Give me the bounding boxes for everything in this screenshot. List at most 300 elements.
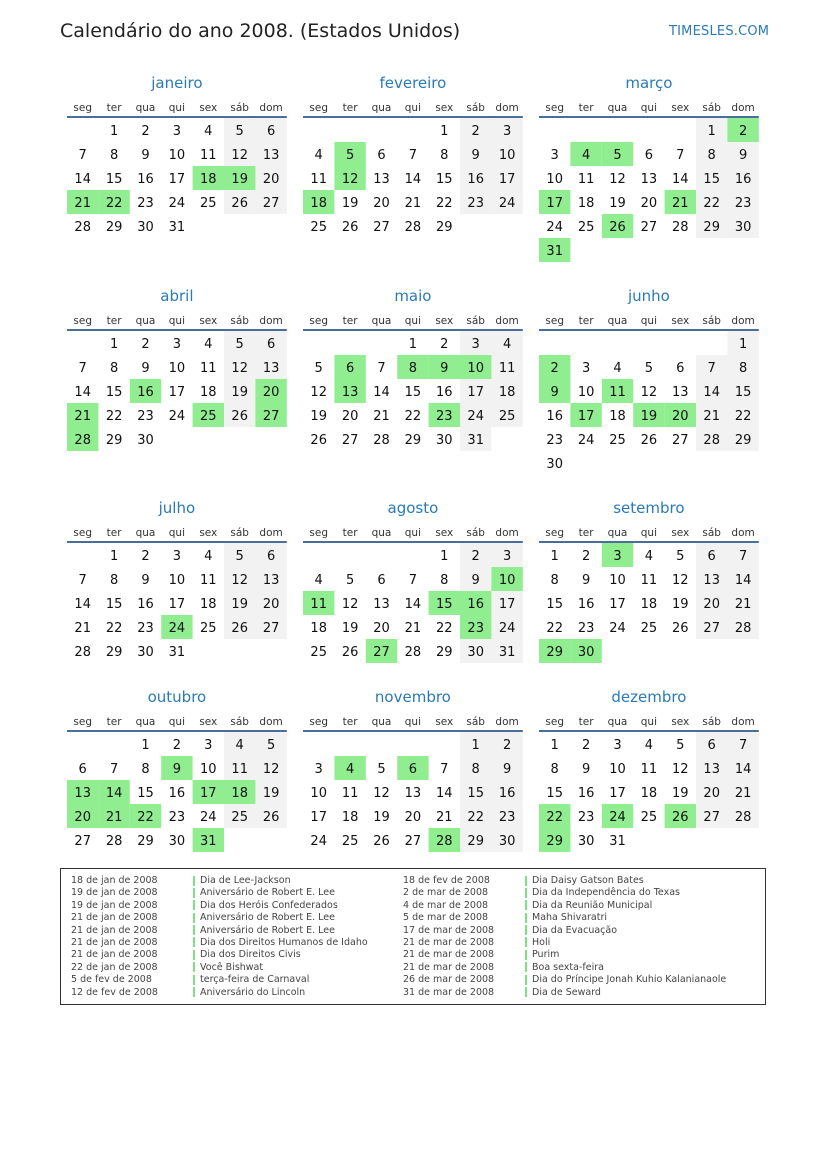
day-number: 19 — [231, 385, 248, 400]
day-number: 19 — [672, 597, 689, 612]
day-number: 2 — [141, 124, 150, 139]
holiday-day-number: 9 — [440, 361, 449, 376]
legend-row — [71, 937, 368, 949]
header-rule — [539, 116, 759, 118]
day-number: 24 — [609, 621, 626, 636]
day-number: 6 — [266, 337, 276, 352]
day-number: 29 — [436, 220, 453, 235]
month-agosto — [303, 499, 523, 663]
day-number: 20 — [341, 409, 359, 424]
weekday-label: sex — [199, 102, 218, 114]
weekday-label: qui — [640, 315, 658, 327]
day-number: 14 — [436, 786, 453, 801]
day-number: 13 — [703, 573, 720, 588]
weekday-label: qui — [404, 102, 422, 114]
day-number: 3 — [204, 738, 213, 753]
day-number: 31 — [168, 645, 186, 660]
day-number: 17 — [498, 172, 516, 187]
day-number: 23 — [546, 433, 563, 448]
day-number: 27 — [373, 220, 390, 235]
legend-color-marker — [193, 900, 195, 910]
weekday-label: sáb — [230, 716, 249, 728]
legend-date: 21 de jan de 2008 — [71, 949, 158, 961]
holiday-day-number: 27 — [262, 409, 280, 424]
month-setembro — [539, 499, 759, 663]
day-number: 29 — [404, 433, 422, 448]
weekday-label: qua — [371, 716, 392, 728]
holiday-day-number: 23 — [467, 621, 484, 636]
day-number: 24 — [467, 409, 484, 424]
day-number: 18 — [200, 597, 217, 612]
day-number: 23 — [467, 196, 484, 211]
legend-row — [403, 887, 726, 899]
month-julho — [67, 499, 287, 660]
holiday-day-number: 12 — [341, 172, 359, 187]
weekday-label: seg — [545, 716, 565, 728]
day-number: 13 — [262, 148, 280, 163]
day-number: 15 — [105, 172, 123, 187]
day-number: 24 — [200, 810, 217, 825]
day-number: 30 — [436, 433, 453, 448]
day-number: 13 — [640, 172, 658, 187]
day-number: 3 — [550, 148, 559, 163]
day-number: 3 — [502, 549, 512, 564]
day-number: 6 — [707, 549, 716, 564]
weekday-label: ter — [342, 527, 358, 539]
day-number: 29 — [105, 220, 123, 235]
day-number: 12 — [231, 148, 248, 163]
weekday-label: seg — [309, 527, 329, 539]
day-number: 25 — [609, 433, 626, 448]
day-number: 25 — [200, 621, 217, 636]
weekday-label: sáb — [702, 102, 721, 114]
weekday-label: qui — [404, 716, 422, 728]
day-number: 4 — [235, 738, 244, 753]
day-number: 11 — [231, 762, 248, 777]
day-number: 8 — [707, 148, 716, 163]
day-number: 12 — [640, 385, 658, 400]
day-number: 28 — [703, 433, 720, 448]
weekday-label: qui — [404, 527, 422, 539]
weekday-label: seg — [73, 315, 93, 327]
legend-color-marker — [525, 975, 527, 985]
day-number: 20 — [703, 786, 720, 801]
day-number: 2 — [440, 337, 449, 352]
day-number: 9 — [502, 762, 512, 777]
legend-color-marker — [525, 962, 527, 972]
day-number: 29 — [703, 220, 720, 235]
legend-holiday-name: Dia dos Heróis Confederados — [200, 899, 338, 911]
holiday-day-number: 24 — [609, 810, 626, 825]
day-number: 9 — [581, 573, 591, 588]
holiday-day-number: 10 — [467, 361, 484, 376]
month-title: fevereiro — [379, 74, 447, 92]
weekday-label: ter — [106, 315, 122, 327]
day-number: 19 — [341, 196, 359, 211]
day-number: 26 — [231, 196, 248, 211]
day-number: 1 — [707, 124, 716, 139]
weekday-label: qui — [404, 315, 422, 327]
day-number: 30 — [137, 645, 154, 660]
day-number: 15 — [436, 172, 453, 187]
holiday-day-number: 30 — [577, 645, 595, 660]
legend-date: 31 de mar de 2008 — [403, 986, 495, 998]
day-number: 8 — [109, 148, 119, 163]
legend-holiday-name: Dia de Seward — [532, 986, 601, 998]
legend-row — [403, 925, 726, 937]
holiday-day-number: 11 — [310, 597, 327, 612]
legend-row — [403, 974, 726, 986]
day-number: 26 — [672, 621, 689, 636]
day-number: 30 — [168, 834, 186, 849]
legend-holiday-name: Dia da Independência do Texas — [532, 887, 680, 899]
header-rule — [303, 730, 523, 732]
month-title: novembro — [374, 688, 451, 706]
holiday-day-number: 21 — [74, 409, 91, 424]
day-number: 2 — [502, 738, 512, 753]
month-novembro — [303, 688, 523, 852]
legend-row — [71, 925, 368, 937]
day-number: 16 — [137, 597, 154, 612]
day-number: 7 — [440, 762, 449, 777]
day-number: 5 — [676, 549, 685, 564]
holiday-day-number: 26 — [609, 220, 626, 235]
legend-holiday-name: Holi — [532, 936, 551, 948]
legend-row — [71, 900, 368, 912]
day-number: 17 — [609, 786, 626, 801]
day-number: 24 — [168, 196, 186, 211]
day-number: 1 — [550, 549, 559, 564]
day-number: 25 — [310, 645, 327, 660]
day-number: 8 — [109, 573, 119, 588]
holiday-day-number: 5 — [613, 148, 622, 163]
day-number: 4 — [644, 738, 654, 753]
month-title: janeiro — [151, 74, 203, 92]
legend-holiday-name: Dia da Evacuação — [532, 924, 618, 936]
month-title: julho — [158, 499, 196, 517]
legend-row — [403, 962, 726, 974]
legend-holiday-name: Você Bishwat — [200, 961, 264, 973]
month-title: março — [625, 74, 673, 92]
day-number: 27 — [341, 433, 359, 448]
weekday-label: dom — [731, 315, 755, 327]
weekday-label: sex — [435, 527, 454, 539]
holiday-day-number: 18 — [310, 196, 327, 211]
legend-row — [71, 974, 368, 986]
legend-date: 22 de jan de 2008 — [71, 961, 158, 973]
day-number: 5 — [235, 337, 244, 352]
weekday-label: sáb — [466, 716, 485, 728]
day-number: 1 — [440, 549, 449, 564]
day-number: 24 — [498, 621, 516, 636]
day-number: 28 — [74, 220, 91, 235]
legend-holiday-name: terça-feira de Carnaval — [200, 974, 310, 986]
day-number: 15 — [703, 172, 720, 187]
legend-color-marker — [193, 975, 195, 985]
legend-color-marker — [525, 925, 527, 935]
legend-row — [71, 949, 368, 961]
header-rule — [67, 541, 287, 543]
day-number: 16 — [734, 172, 752, 187]
day-number: 8 — [109, 361, 119, 376]
holiday-day-number: 23 — [436, 409, 453, 424]
day-number: 4 — [502, 337, 512, 352]
legend-color-marker — [193, 888, 195, 898]
day-number: 22 — [546, 621, 563, 636]
day-number: 24 — [577, 433, 595, 448]
holiday-day-number: 17 — [200, 786, 217, 801]
day-number: 27 — [74, 834, 91, 849]
day-number: 13 — [404, 786, 422, 801]
day-number: 25 — [231, 810, 248, 825]
day-number: 6 — [707, 738, 716, 753]
day-number: 11 — [310, 172, 327, 187]
weekday-label: sáb — [230, 102, 249, 114]
day-number: 25 — [640, 621, 658, 636]
weekday-label: ter — [578, 527, 594, 539]
legend-holiday-name: Aniversário de Robert E. Lee — [200, 924, 335, 936]
day-number: 9 — [141, 361, 150, 376]
weekday-label: dom — [731, 716, 755, 728]
page-title: Calendário do ano 2008. (Estados Unidos) — [60, 20, 461, 42]
weekday-label: dom — [259, 527, 283, 539]
weekday-label: sáb — [702, 315, 721, 327]
weekday-label: qui — [168, 527, 186, 539]
day-number: 20 — [404, 810, 422, 825]
day-number: 5 — [266, 738, 276, 753]
day-number: 22 — [105, 409, 123, 424]
day-number: 13 — [373, 172, 390, 187]
legend-date: 21 de mar de 2008 — [403, 961, 495, 973]
holiday-day-number: 17 — [546, 196, 563, 211]
header-rule — [539, 541, 759, 543]
weekday-label: qui — [640, 527, 658, 539]
holiday-day-number: 20 — [262, 385, 280, 400]
holiday-day-number: 4 — [345, 762, 355, 777]
legend-color-marker — [193, 987, 195, 997]
day-number: 27 — [404, 834, 422, 849]
weekday-label: ter — [342, 716, 358, 728]
day-number: 19 — [262, 786, 280, 801]
day-number: 10 — [609, 573, 626, 588]
day-number: 18 — [341, 810, 359, 825]
weekday-label: ter — [106, 716, 122, 728]
day-number: 12 — [310, 385, 327, 400]
holiday-day-number: 9 — [172, 762, 182, 777]
weekday-label: qua — [135, 102, 156, 114]
day-number: 5 — [314, 361, 323, 376]
day-number: 24 — [310, 834, 327, 849]
day-number: 10 — [498, 148, 516, 163]
day-number: 7 — [377, 361, 386, 376]
holiday-day-number: 9 — [550, 385, 559, 400]
day-number: 22 — [734, 409, 752, 424]
day-number: 25 — [577, 220, 595, 235]
legend-color-marker — [525, 913, 527, 923]
day-number: 27 — [703, 810, 720, 825]
day-number: 7 — [78, 148, 87, 163]
holiday-day-number: 13 — [74, 786, 91, 801]
weekday-label: sáb — [230, 315, 249, 327]
weekday-label: sáb — [466, 315, 485, 327]
weekday-label: qui — [168, 315, 186, 327]
month-junho — [539, 287, 759, 472]
day-number: 15 — [546, 597, 563, 612]
holiday-day-number: 25 — [200, 409, 217, 424]
month-dezembro — [539, 688, 759, 852]
day-number: 21 — [703, 409, 720, 424]
day-number: 5 — [235, 124, 244, 139]
legend-row — [403, 900, 726, 912]
day-number: 8 — [440, 148, 449, 163]
weekday-label: seg — [309, 102, 329, 114]
day-number: 26 — [262, 810, 280, 825]
day-number: 17 — [467, 385, 484, 400]
holiday-day-number: 22 — [546, 810, 563, 825]
day-number: 16 — [546, 409, 563, 424]
day-number: 28 — [74, 645, 91, 660]
day-number: 17 — [168, 597, 186, 612]
holiday-day-number: 6 — [345, 361, 355, 376]
legend-row — [71, 875, 368, 887]
holiday-day-number: 22 — [105, 196, 123, 211]
day-number: 2 — [471, 549, 480, 564]
holiday-day-number: 14 — [105, 786, 123, 801]
weekday-label: sex — [199, 716, 218, 728]
weekday-label: sex — [435, 716, 454, 728]
legend-holiday-name: Maha Shivaratri — [532, 912, 608, 924]
day-number: 7 — [408, 148, 418, 163]
day-number: 26 — [341, 645, 359, 660]
weekday-label: dom — [259, 102, 283, 114]
holiday-day-number: 21 — [672, 196, 689, 211]
day-number: 16 — [137, 172, 154, 187]
weekday-label: sex — [671, 716, 690, 728]
legend-holiday-name: Aniversário do Lincoln — [200, 986, 306, 998]
day-number: 11 — [640, 762, 658, 777]
day-number: 11 — [498, 361, 516, 376]
day-number: 24 — [168, 409, 186, 424]
day-number: 6 — [266, 549, 276, 564]
day-number: 23 — [168, 810, 186, 825]
day-number: 31 — [467, 433, 484, 448]
day-number: 14 — [373, 385, 390, 400]
day-number: 3 — [172, 124, 182, 139]
site-logo-link[interactable]: TIMESLES.COM — [669, 24, 770, 39]
weekday-label: dom — [495, 716, 519, 728]
holiday-day-number: 10 — [498, 573, 516, 588]
day-number: 12 — [341, 597, 359, 612]
day-number: 18 — [200, 385, 217, 400]
weekday-label: ter — [578, 315, 594, 327]
legend-color-marker — [193, 925, 195, 935]
day-number: 4 — [204, 124, 213, 139]
day-number: 17 — [609, 597, 626, 612]
legend-date: 18 de jan de 2008 — [71, 875, 158, 886]
weekday-label: qua — [371, 102, 392, 114]
day-number: 2 — [141, 549, 150, 564]
day-number: 14 — [404, 597, 422, 612]
weekday-label: qui — [168, 716, 186, 728]
weekday-label: dom — [731, 527, 755, 539]
weekday-label: qua — [371, 527, 392, 539]
day-number: 27 — [672, 433, 689, 448]
day-number: 3 — [581, 361, 591, 376]
day-number: 11 — [640, 573, 658, 588]
day-number: 28 — [404, 220, 422, 235]
holiday-legend — [60, 868, 766, 1005]
legend-color-marker — [193, 950, 195, 960]
holiday-day-number: 31 — [200, 834, 217, 849]
weekday-label: qui — [640, 716, 658, 728]
day-number: 30 — [137, 220, 154, 235]
day-number: 15 — [546, 786, 563, 801]
day-number: 9 — [471, 573, 480, 588]
day-number: 27 — [262, 621, 280, 636]
day-number: 12 — [672, 762, 689, 777]
day-number: 10 — [577, 385, 595, 400]
day-number: 18 — [310, 621, 327, 636]
month-janeiro — [67, 74, 287, 235]
day-number: 7 — [707, 361, 716, 376]
day-number: 8 — [141, 762, 150, 777]
day-number: 19 — [310, 409, 327, 424]
day-number: 16 — [168, 786, 186, 801]
legend-color-marker — [525, 876, 527, 886]
day-number: 29 — [734, 433, 752, 448]
day-number: 9 — [141, 573, 150, 588]
holiday-day-number: 20 — [672, 409, 689, 424]
day-number: 1 — [141, 738, 150, 753]
day-number: 5 — [644, 361, 654, 376]
day-number: 7 — [738, 738, 748, 753]
day-number: 8 — [738, 361, 748, 376]
day-number: 20 — [640, 196, 658, 211]
day-number: 9 — [141, 148, 150, 163]
weekday-label: sáb — [702, 716, 721, 728]
weekday-label: sáb — [466, 102, 485, 114]
holiday-day-number: 20 — [74, 810, 91, 825]
day-number: 4 — [644, 549, 654, 564]
day-number: 17 — [498, 597, 516, 612]
day-number: 18 — [498, 385, 516, 400]
day-number: 19 — [672, 786, 689, 801]
day-number: 16 — [577, 786, 595, 801]
holiday-day-number: 2 — [738, 124, 748, 139]
day-number: 3 — [172, 549, 182, 564]
day-number: 6 — [644, 148, 654, 163]
month-title: agosto — [387, 499, 439, 517]
day-number: 4 — [314, 148, 323, 163]
day-number: 18 — [640, 786, 658, 801]
day-number: 1 — [440, 124, 449, 139]
day-number: 5 — [377, 762, 386, 777]
day-number: 20 — [262, 172, 280, 187]
legend-holiday-name: Dia dos Direitos Civis — [200, 949, 301, 961]
day-number: 8 — [550, 573, 559, 588]
day-number: 3 — [314, 762, 323, 777]
legend-color-marker — [193, 913, 195, 923]
month-title: abril — [160, 287, 194, 305]
day-number: 5 — [235, 549, 244, 564]
day-number: 25 — [200, 196, 217, 211]
day-number: 15 — [105, 385, 123, 400]
day-number: 15 — [734, 385, 752, 400]
holiday-day-number: 8 — [408, 361, 418, 376]
weekday-label: qua — [371, 315, 392, 327]
day-number: 23 — [734, 196, 752, 211]
day-number: 8 — [550, 762, 559, 777]
